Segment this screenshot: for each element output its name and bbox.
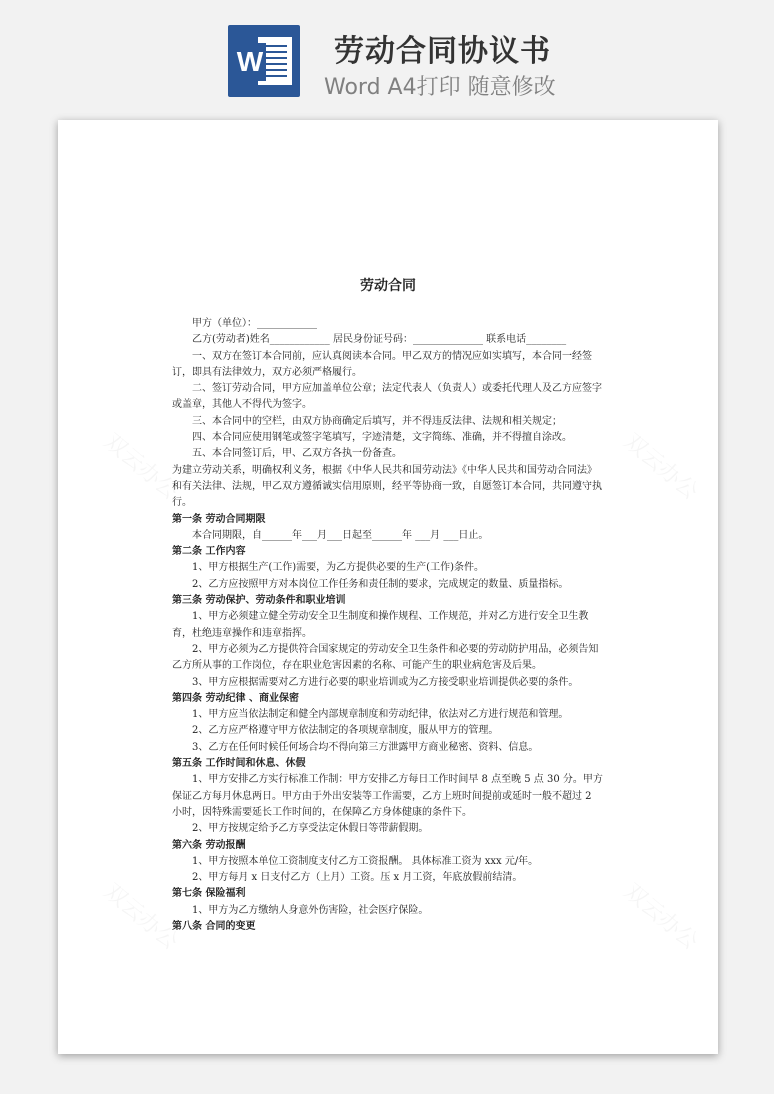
paragraph: 1、甲方应当依法制定和健全内部规章制度和劳动纪律，依法对乙方进行规范和管理。 — [192, 709, 569, 721]
paragraph: 2、甲方必须为乙方提供符合国家规定的劳动安全卫生条件和必要的劳动防护用品，必须告知乙方所从事的工作岗位，存在职业危害因素的名称、可能产生的职业病危害及后果。 — [172, 643, 599, 672]
paragraph: 二、签订劳动合同，甲方应加盖单位公章；法定代表人（负责人）或委托代理人及乙方应签字或盖章，其他人不得代为签字。 — [172, 383, 602, 411]
article-heading: 第五条 工作时间和休息、休假 — [172, 758, 306, 770]
watermark — [618, 875, 705, 955]
paragraph: 三、本合同中的空栏，由双方协商确定后填写，并不得违反法律、法规和相关规定； — [192, 415, 562, 427]
paragraph: 3、甲方应根据需要对乙方进行必要的职业培训或为乙方接受职业培训提供必要的条件。 — [192, 676, 579, 688]
paragraph-list — [172, 316, 604, 935]
document-body — [172, 276, 604, 935]
document-title: 劳动合同 — [360, 278, 416, 294]
banner-title: 劳动合同协议书 — [334, 34, 551, 69]
paragraph: 2、甲方每月 x 日支付乙方（上月）工资。压 x 月工资，年底放假前结清。 — [192, 872, 523, 884]
article-heading: 第七条 保险福利 — [172, 888, 246, 900]
article-heading: 第二条 工作内容 — [172, 546, 246, 558]
article-heading: 第六条 劳动报酬 — [172, 839, 246, 851]
preview-banner — [0, 0, 774, 110]
article-heading: 第一条 劳动合同期限 — [172, 513, 266, 525]
paragraph: 乙方(劳动者)姓名____________ 居民身份证号码：______________ 联系电话________ — [192, 334, 567, 346]
article-heading: 第四条 劳动纪律 、商业保密 — [172, 692, 299, 704]
paragraph: 1、甲方为乙方缴纳人身意外伤害险，社会医疗保险。 — [192, 904, 429, 916]
paragraph: 甲方（单位）：____________ — [192, 318, 317, 329]
watermark — [618, 425, 705, 505]
paragraph: 本合同期限，自______年___月___日起至______年 ___月 ___日止。 — [192, 529, 489, 541]
paragraph: 四、本合同应使用钢笔或签字笔填写，字迹清楚，文字简练、准确，并不得擅自涂改。 — [192, 432, 572, 444]
document-page — [58, 120, 718, 1054]
paragraph: 五、本合同签订后，甲、乙双方各执一份备查。 — [192, 448, 402, 460]
paragraph: 1、甲方必须建立健全劳动安全卫生制度和操作规程、工作规范，并对乙方进行安全卫生教育，杜绝违章操作和违章指挥。 — [172, 611, 589, 639]
paragraph: 为建立劳动关系，明确权利义务，根据《中华人民共和国劳动法》《中华人民共和国劳动合同法》和有关法律、法规，甲乙双方遵循诚实信用原则，经平等协商一致，自愿签订本合同，共同遵守执行。 — [172, 464, 602, 509]
paragraph: 3、乙方在任何时候任何场合均不得向第三方泄露甲方商业秘密、资料、信息。 — [192, 741, 539, 753]
paragraph: 2、甲方按规定给予乙方享受法定休假日等带薪假期。 — [192, 823, 429, 835]
article-heading: 第八条 合同的变更 — [172, 920, 256, 932]
paragraph: 1、甲方按照本单位工资制度支付乙方工资报酬。 具体标准工资为 xxx 元/年。 — [192, 855, 539, 867]
paragraph: 一、双方在签订本合同前，应认真阅读本合同。甲乙双方的情况应如实填写，本合同一经签订，即具有法律效力，双方必须严格履行。 — [172, 350, 592, 378]
word-icon-letter: W — [234, 43, 266, 81]
banner-subtitle: Word A4打印 随意修改 — [324, 75, 556, 100]
paragraph: 2、乙方应按照甲方对本岗位工作任务和责任制的要求，完成规定的数量、质量指标。 — [192, 578, 569, 590]
paragraph: 1、甲方安排乙方实行标准工作制：甲方安排乙方每日工作时间早 8 点至晚 5 点 30 分。甲方保证乙方每月休息两日。甲方由于外出安装等工作需要，乙方上班时间提前或延时一般不超过 2 小时，因特殊需要延长工作时间的，在保障乙方身体健康的条件下。 — [172, 774, 603, 818]
paragraph: 1、甲方根据生产(工作)需要，为乙方提供必要的生产(工作)条件。 — [192, 562, 484, 574]
article-heading: 第三条 劳动保护、劳动条件和职业培训 — [172, 595, 346, 607]
word-icon — [228, 25, 300, 97]
paragraph: 2、乙方应严格遵守甲方依法制定的各项规章制度，服从甲方的管理。 — [192, 725, 499, 737]
